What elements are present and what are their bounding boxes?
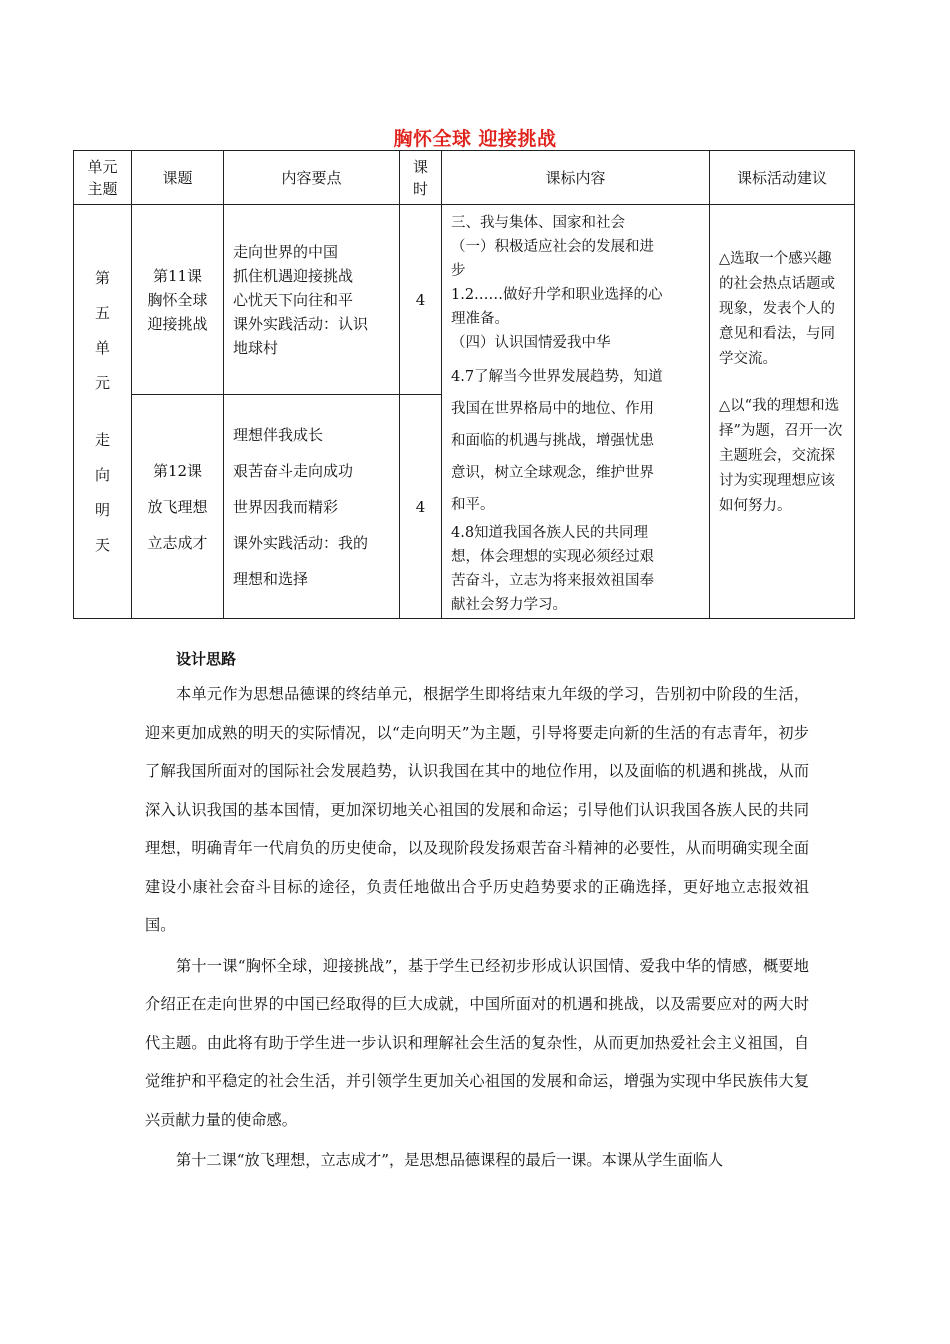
- lesson-12-cell: 第12课 放飞理想 立志成才: [132, 395, 224, 619]
- lesson-12-points: 理想伴我成长 艰苦奋斗走向成功 世界因我而精彩 课外实践活动：我的 理想和选择: [224, 395, 400, 619]
- lesson-11-points: 走向世界的中国 抓住机遇迎接挑战 心忧天下向往和平 课外实践活动：认识 地球村: [224, 205, 400, 395]
- header-lesson: 课题: [132, 151, 224, 205]
- header-standard: 课标内容: [442, 151, 710, 205]
- header-hours: 课 时: [400, 151, 442, 205]
- header-activity: 课标活动建议: [710, 151, 855, 205]
- lesson-11-cell: 第11课 胸怀全球 迎接挑战: [132, 205, 224, 395]
- design-heading: 设计思路: [176, 650, 237, 668]
- paragraph: 第十一课“胸怀全球，迎接挑战”，基于学生已经初步形成认识国情、爱我中华的情感，概要地介绍正在走向世界的中国已经取得的巨大成就，中国所面对的机遇和挑战，以及需要应对的两大时代主题。由此将有助于学生进一步认识和理解社会生活的复杂性，从而更加热爱社会主义祖国，自觉维护和平稳定的社会生活，并引领学生更加关心祖国的发展和命运，增强为实现中华民族伟大复兴贡献力量的使命感。: [145, 956, 809, 1129]
- curriculum-table: [73, 150, 855, 619]
- unit-theme-cell: 第 五 单 元 走 向 明 天: [74, 205, 132, 619]
- table-row: [74, 205, 855, 395]
- header-unit-theme: 单元 主题: [74, 151, 132, 205]
- lesson-12-hours: 4: [400, 395, 442, 619]
- activity-cell: △选取一个感兴趣的社会热点话题或现象，发表个人的意见和看法，与同学交流。 △以“我的理想和选择”为题，召开一次主题班会，交流探讨为实现理想应该如何努力。: [710, 205, 855, 619]
- lesson-11-hours: 4: [400, 205, 442, 395]
- paragraph: 第十二课“放飞理想，立志成才”，是思想品德课程的最后一课。本课从学生面临人: [176, 1151, 724, 1169]
- table-header-row: [74, 151, 855, 205]
- standard-content-cell: 三、我与集体、国家和社会 （一）积极适应社会的发展和进 步 1.2……做好升学和职业选择的心 理准备。 （四）认识国情爱我中华 4.7了解当今世界发展趋势，知道 我国在世界格局中的地位、作用 和面临的机遇与挑战，增强忧患 意识，树立全球观念，维护世界 和平。 4.8知道我国各族人民的共同理 想，体会理想的实现必须经过艰 苦奋斗，立志为将来报效祖国奉 献社会努力学习。: [442, 205, 710, 619]
- header-points: 内容要点: [224, 151, 400, 205]
- design-body: [145, 675, 809, 1182]
- paragraph: 本单元作为思想品德课的终结单元，根据学生即将结束九年级的学习，告别初中阶段的生活，迎来更加成熟的明天的实际情况，以“走向明天”为主题，引导将要走向新的生活的有志青年，初步了解我国所面对的国际社会发展趋势，认识我国在其中的地位作用，以及面临的机遇和挑战，从而深入认识我国的基本国情，更加深切地关心祖国的发展和命运；引导他们认识我国各族人民的共同理想，明确青年一代肩负的历史使命，以及现阶段发扬艰苦奋斗精神的必要性，从而明确实现全面建设小康社会奋斗目标的途径，负责任地做出合乎历史趋势要求的正确选择，更好地立志报效祖国。: [145, 685, 809, 934]
- document-title: 胸怀全球 迎接挑战: [393, 128, 557, 150]
